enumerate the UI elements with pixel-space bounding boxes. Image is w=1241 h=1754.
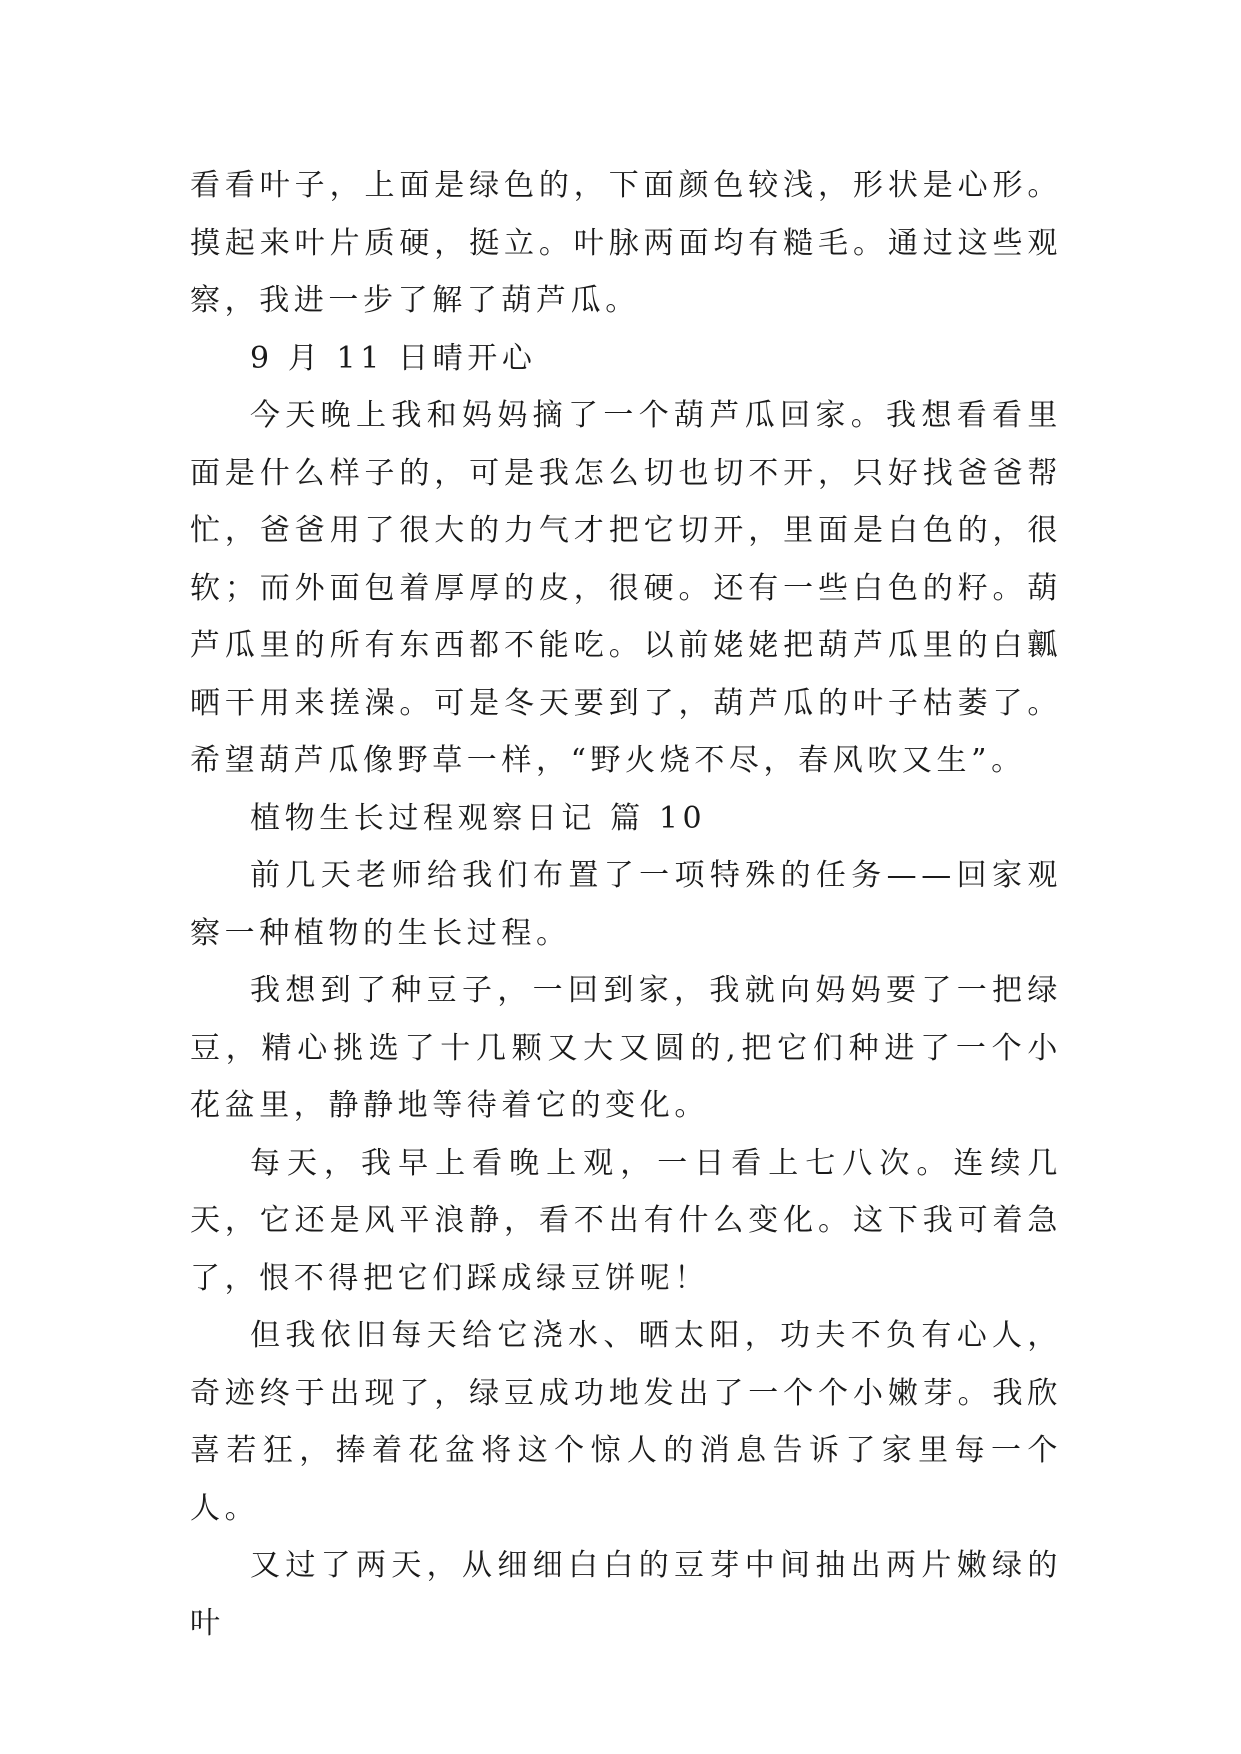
paragraph-teacher-task: 前几天老师给我们布置了一项特殊的任务——回家观察一种植物的生长过程。 bbox=[190, 858, 1062, 951]
paragraph-daily-watching: 每天，我早上看晚上观，一日看上七八次。连续几天，它还是风平浪静，看不出有什么变化。这下我可着急了，恨不得把它们踩成绿豆饼呢！ bbox=[190, 1145, 1062, 1296]
document-body bbox=[190, 157, 1062, 1652]
paragraph-leaf-observation: 看看叶子，上面是绿色的，下面颜色较浅，形状是心形。摸起来叶片质硬，挺立。叶脉两面均有糙毛。通过这些观察，我进一步了解了葫芦瓜。 bbox=[190, 168, 1062, 318]
paragraph-leaves-emerging: 又过了两天，从细细白白的豆芽中间抽出两片嫩绿的叶 bbox=[190, 1548, 1062, 1641]
paragraph-planting-beans: 我想到了种豆子，一回到家，我就向妈妈要了一把绿豆，精心挑选了十几颗又大又圆的,把它们种进了一个小花盆里，静静地等待着它的变化。 bbox=[190, 973, 1062, 1123]
paragraph-sprouting: 但我依旧每天给它浇水、晒太阳，功夫不负有心人，奇迹终于出现了，绿豆成功地发出了一个个小嫩芽。我欣喜若狂，捧着花盆将这个惊人的消息告诉了家里每一个人。 bbox=[190, 1318, 1062, 1526]
paragraph-gourd-cutting: 今天晚上我和妈妈摘了一个葫芦瓜回家。我想看看里面是什么样子的，可是我怎么切也切不开，只好找爸爸帮忙，爸爸用了很大的力气才把它切开，里面是白色的，很软；而外面包着厚厚的皮，很硬。还有一些白色的籽。葫芦瓜里的所有东西都不能吃。以前姥姥把葫芦瓜里的白瓤晒干用来搓澡。可是冬天要到了，葫芦瓜的叶子枯萎了。希望葫芦瓜像野草一样，“野火烧不尽，春风吹又生”。 bbox=[190, 398, 1062, 778]
section-title: 植物生长过程观察日记 篇 10 bbox=[250, 800, 707, 836]
diary-date-heading: 9 月 11 日晴开心 bbox=[250, 340, 537, 376]
